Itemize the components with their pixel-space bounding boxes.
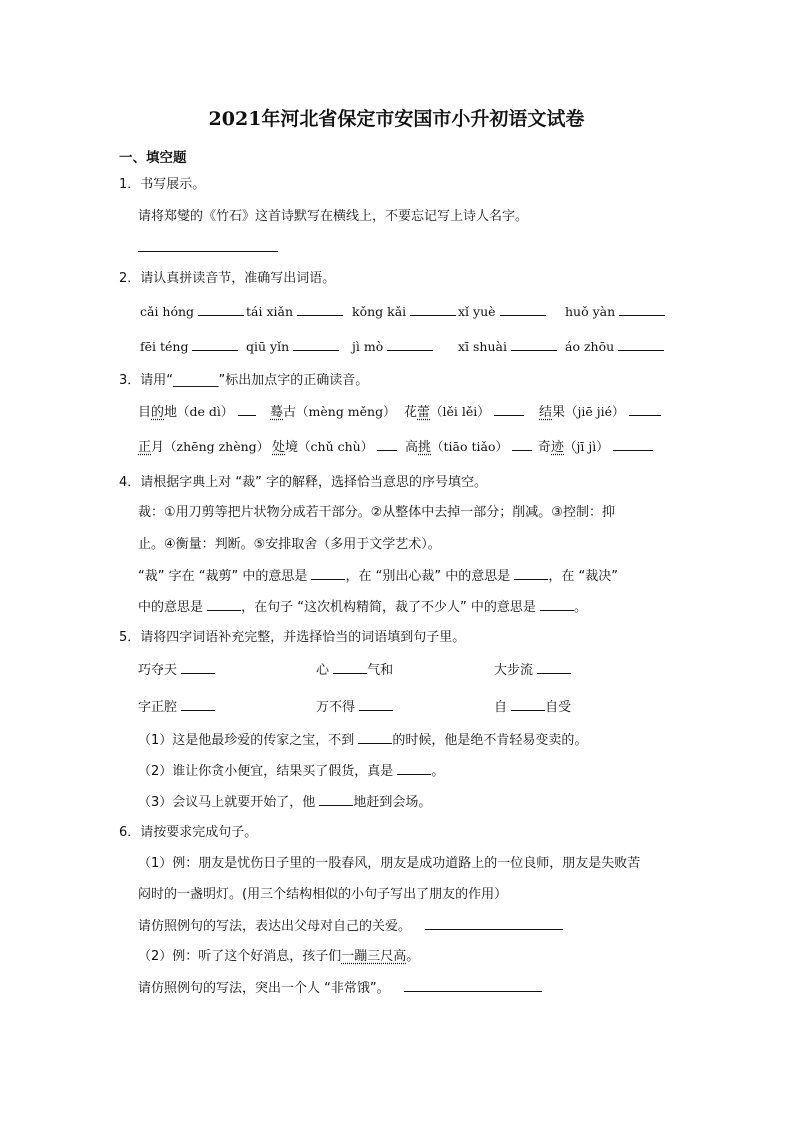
question-stem: 书写展示。 <box>140 177 206 192</box>
answer-blank[interactable] <box>319 792 353 806</box>
answer-blank[interactable] <box>397 761 431 775</box>
question-number: 5． <box>119 630 141 645</box>
answer-blank[interactable] <box>238 402 256 416</box>
idiom-item: 万不得 <box>316 697 393 718</box>
question-number: 4． <box>119 475 141 490</box>
example-line: （2）例：听了这个好消息，孩子们一蹦三尺高。 <box>138 949 420 964</box>
question-stem: 请用“_______”标出加点字的正确读音。 <box>140 373 369 388</box>
answer-blank[interactable] <box>619 302 665 316</box>
answer-blank[interactable] <box>293 337 339 351</box>
answer-blank[interactable] <box>387 337 433 351</box>
question-stem: 请根据字典上对 “裁” 字的解释，选择恰当意思的序号填空。 <box>140 475 488 490</box>
answer-blank[interactable] <box>377 437 397 451</box>
answer-blank[interactable] <box>138 238 278 252</box>
q1-instruction: 请将郑燮的《竹石》这首诗默写在横线上，不要忘记写上诗人名字。 <box>138 209 529 224</box>
page-title: 2021年河北省保定市安国市小升初语文试卷 <box>208 108 585 130</box>
reading-item: 花蕾（lěi lěi） <box>404 402 524 423</box>
idiom-item: 巧夺天 <box>138 660 215 681</box>
example-line: （1）例：朋友是忧伤日子里的一股春风，朋友是成功道路上的一位良师，朋友是失败苦 <box>138 856 641 871</box>
pinyin-item: fēi téng <box>140 337 238 357</box>
pinyin-item: xǐ yuè <box>458 302 546 322</box>
definition-line: 止。④衡量：判断。⑤安排取舍（多用于文学艺术）。 <box>138 537 441 552</box>
answer-blank[interactable] <box>512 437 532 451</box>
answer-blank[interactable] <box>181 660 215 674</box>
reading-item: 奇迹（jī jì） <box>538 437 653 458</box>
answer-blank[interactable] <box>410 302 456 316</box>
answer-blank[interactable] <box>425 916 563 930</box>
question-stem: 请认真拼读音节，准确写出词语。 <box>140 271 336 286</box>
definition-line: 裁：①用刀剪等把片状物分成若干部分。②从整体中去掉一部分；削减。③控制：抑 <box>138 505 615 520</box>
answer-blank[interactable] <box>500 302 546 316</box>
pinyin-item: jì mò <box>352 337 433 357</box>
pinyin-item: cǎi hóng <box>140 302 244 322</box>
answer-blank[interactable] <box>404 978 542 992</box>
question-stem: 请按要求完成句子。 <box>140 825 258 840</box>
pinyin-item: tái xiǎn <box>246 302 343 322</box>
question-1 <box>119 175 205 195</box>
reading-item: 处境（chǔ chù） <box>272 437 397 458</box>
reading-item: 结果（jiē jié） <box>539 402 661 423</box>
answer-blank[interactable] <box>537 660 571 674</box>
reading-item: 目的地（de dì） <box>138 402 256 423</box>
pinyin-item: áo zhōu <box>565 337 664 357</box>
answer-blank[interactable] <box>207 597 241 611</box>
answer-blank[interactable] <box>358 730 392 744</box>
question-4 <box>119 473 487 493</box>
answer-blank[interactable] <box>297 302 343 316</box>
pinyin-item: qiū yǐn <box>246 337 339 357</box>
question-6 <box>119 823 257 843</box>
question-number: 2． <box>119 271 141 286</box>
answer-blank[interactable] <box>514 566 548 580</box>
answer-blank[interactable] <box>192 337 238 351</box>
q1-answer-line[interactable] <box>138 238 278 259</box>
answer-blank[interactable] <box>618 337 664 351</box>
question-stem: 请将四字词语补充完整，并选择恰当的词语填到句子里。 <box>140 630 466 645</box>
answer-blank[interactable] <box>511 697 545 711</box>
answer-blank[interactable] <box>540 597 574 611</box>
pinyin-item: xī shuài <box>458 337 557 357</box>
q6-task-1: 请仿照例句的写法，表达出父母对自己的关爱。 <box>138 916 563 937</box>
reading-item: 高挑（tiāo tiǎo） <box>405 437 532 458</box>
question-2 <box>119 269 335 289</box>
pinyin-item: huǒ yàn <box>565 302 665 322</box>
q5-sentence-1: （1）这是他最珍爱的传家之宝，不到 的时候，他是绝不肯轻易变卖的。 <box>138 730 587 751</box>
q5-sentence-2: （2）谁让你贪小便宜，结果买了假货，真是 。 <box>138 761 444 782</box>
pinyin-item: kǒng kǎi <box>352 302 456 322</box>
q4-sentence-line: 中的意思是 ，在句子 “这次机构精简，裁了不少人” 中的意思是 。 <box>138 597 587 618</box>
answer-blank[interactable] <box>629 402 661 416</box>
q4-sentence-line: “裁” 字在 “裁剪” 中的意思是 ，在 “别出心裁” 中的意思是 ，在 “裁决” <box>138 566 618 587</box>
answer-blank[interactable] <box>198 302 244 316</box>
question-number: 1． <box>119 177 141 192</box>
answer-blank[interactable] <box>613 437 653 451</box>
question-3 <box>119 371 368 391</box>
q5-sentence-3: （3）会议马上就要开始了，他 地赶到会场。 <box>138 792 431 813</box>
question-5 <box>119 628 465 648</box>
answer-blank[interactable] <box>359 697 393 711</box>
reading-item: 蓦古（mèng měng） <box>270 404 396 420</box>
idiom-item: 字正腔 <box>138 697 215 718</box>
question-number: 6． <box>119 825 141 840</box>
answer-blank[interactable] <box>511 337 557 351</box>
q6-task-2: 请仿照例句的写法，突出一个人 “非常饿”。 <box>138 978 542 999</box>
answer-blank[interactable] <box>181 697 215 711</box>
reading-item: 正月（zhēng zhèng） <box>138 439 270 455</box>
answer-blank[interactable] <box>333 660 367 674</box>
idiom-item: 自 自受 <box>494 697 571 718</box>
section-heading: 一、填空题 <box>119 150 187 166</box>
answer-blank[interactable] <box>311 566 345 580</box>
example-line: 闷时的一盏明灯。(用三个结构相似的小句子写出了朋友的作用） <box>138 887 508 902</box>
question-number: 3． <box>119 373 141 388</box>
idiom-item: 心 气和 <box>316 660 393 681</box>
answer-blank[interactable] <box>494 402 524 416</box>
idiom-item: 大步流 <box>494 660 571 681</box>
